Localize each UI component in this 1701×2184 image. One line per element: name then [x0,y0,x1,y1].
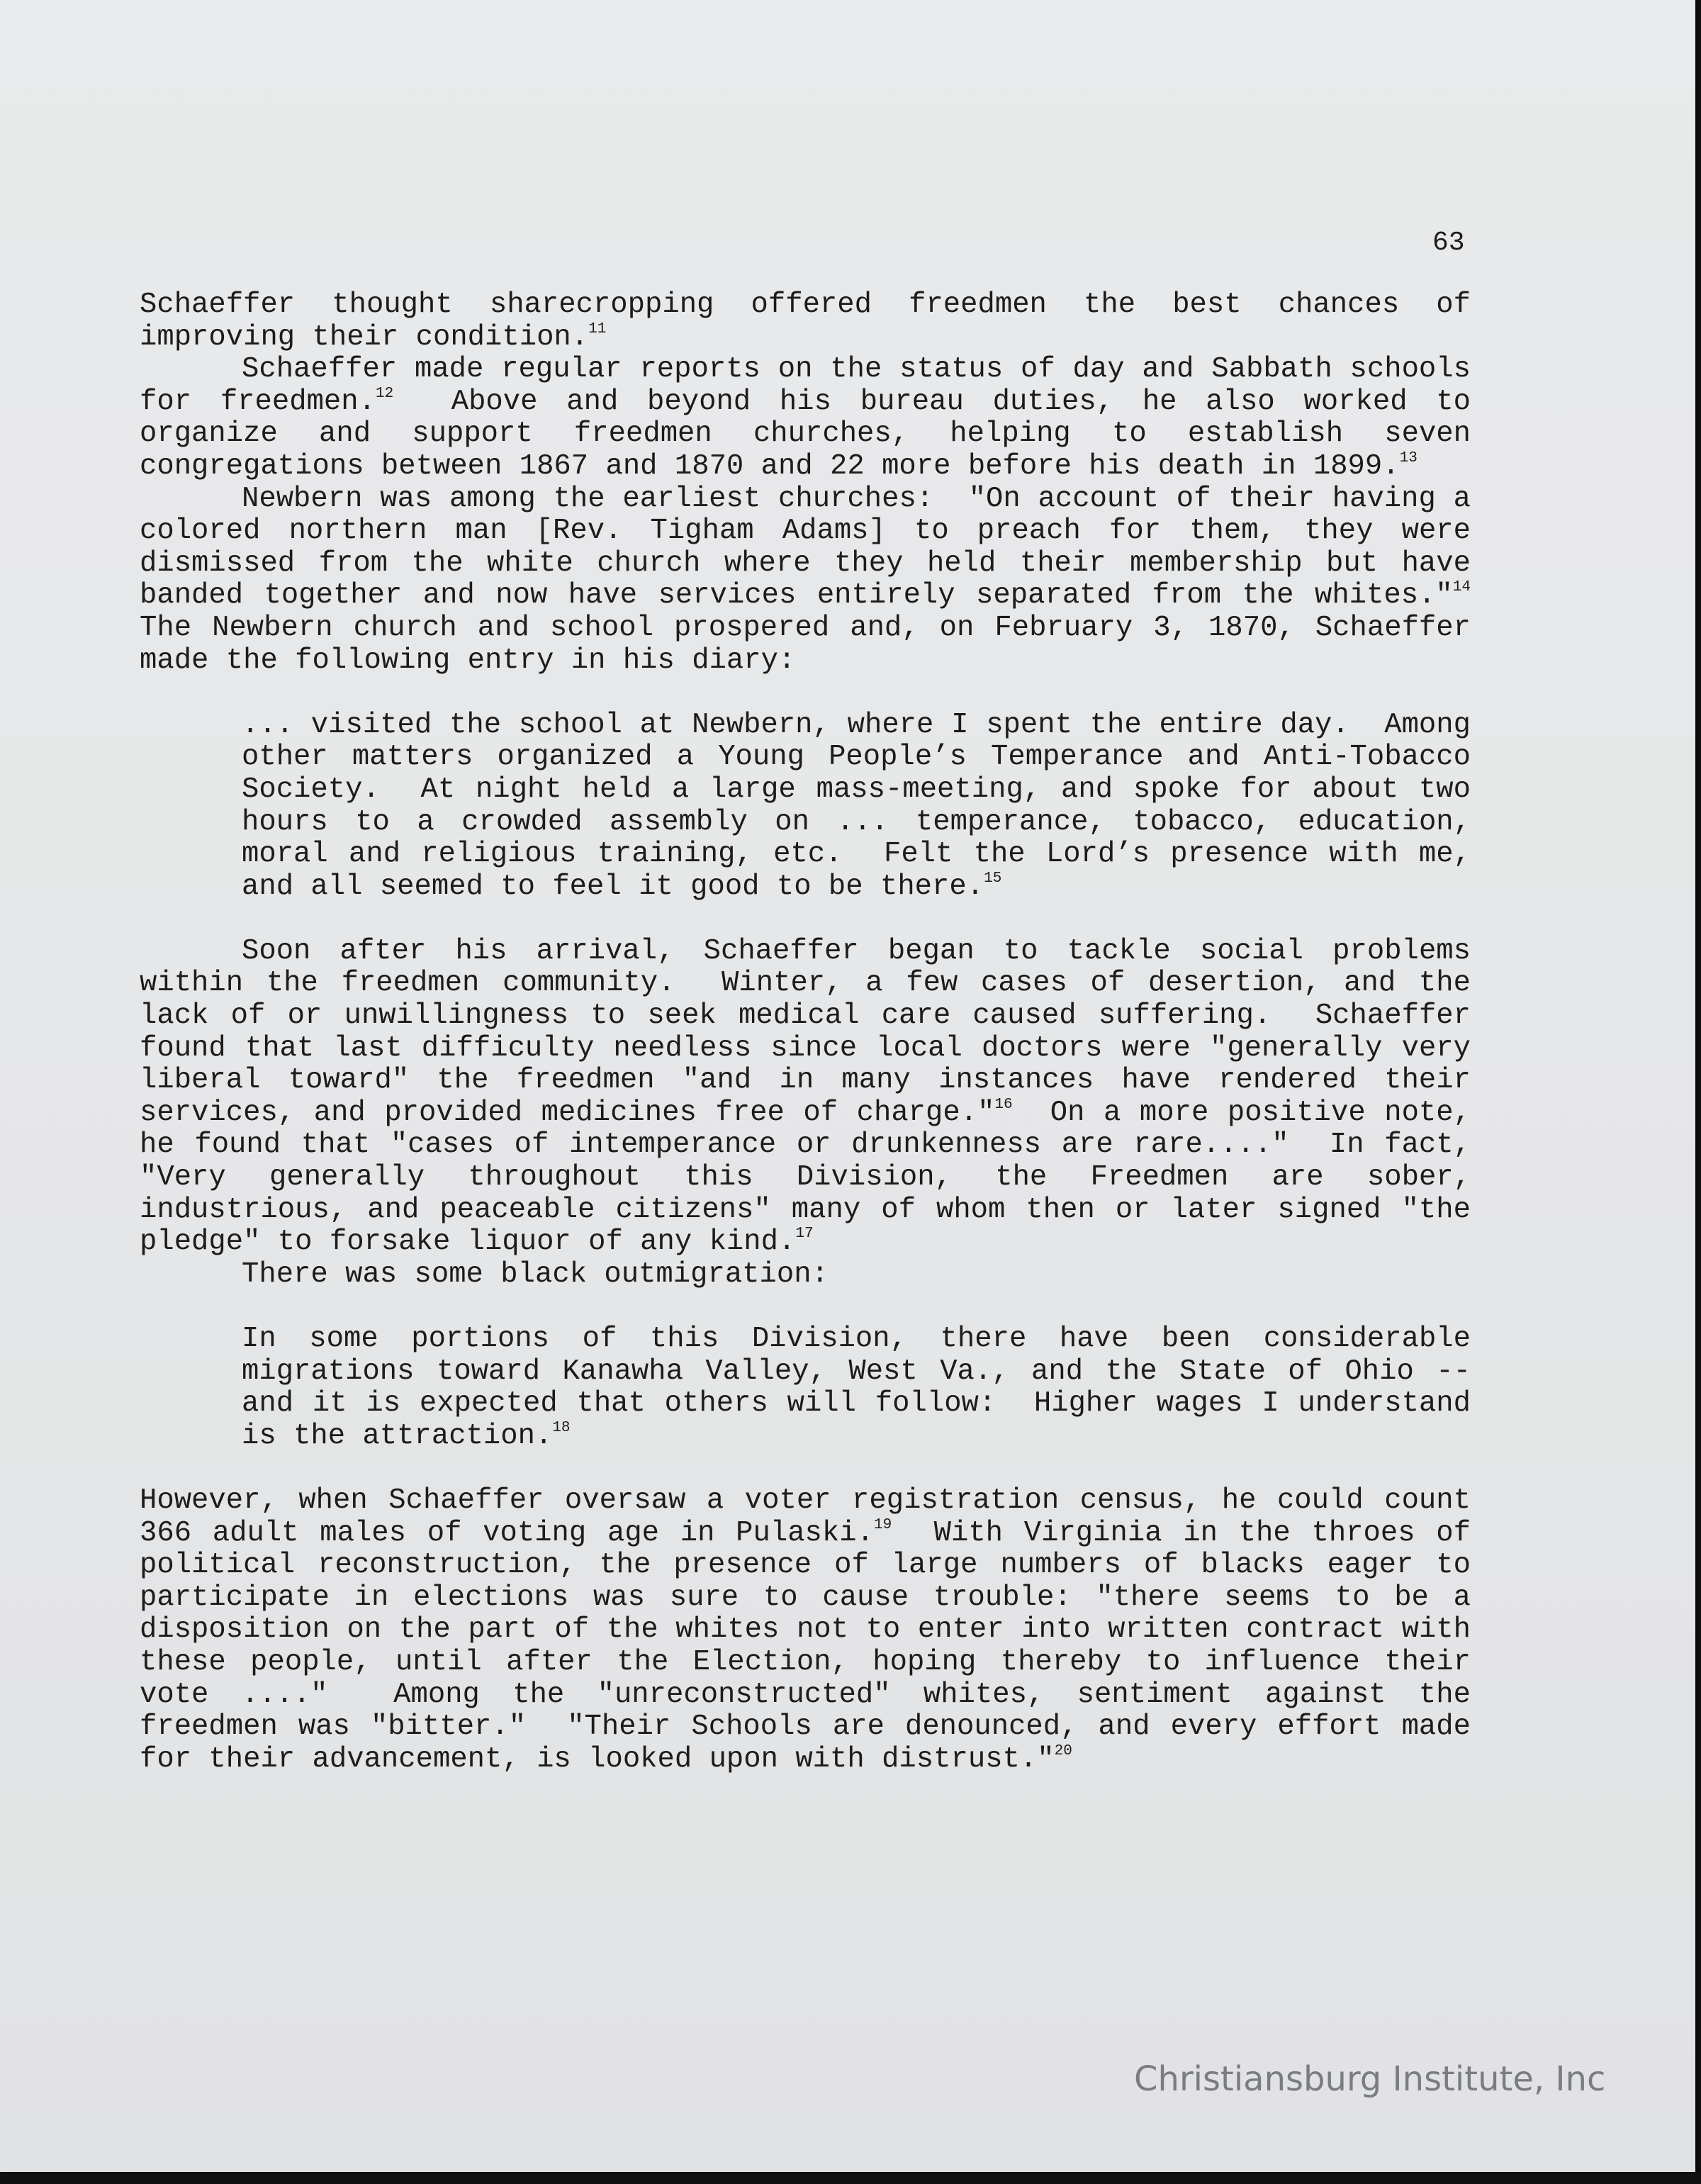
paragraph-4 [140,934,1488,1259]
footnote-ref: 11 [588,320,607,337]
paragraph-text: Schaeffer thought sharecropping offered freedmen the best chances of improving their condition. [140,289,1471,354]
footnote-ref: 18 [552,1419,571,1436]
paragraph-6 [140,1484,1488,1776]
paragraph-text: With Virginia in the throes of political reconstruction, the presence of large numbers of blacks eager to participate in elections was sure to cause trouble: "there seems to be a disposition on the part of the whites not to enter into written contract with these people, until after the Election, hoping thereby to influence their vote ...." Among the "unreconstructed" whites, sentiment against the freedmen was "bitter." "Their Schools are denounced, and every effort made for their advancement, is looked upon with distrust." [140,1516,1488,1776]
paragraph-text: The Newbern church and school prospered and, on February 3, 1870, Schaeffer made the following entry in his diary: [140,579,1505,677]
footnote-ref: 19 [873,1516,892,1533]
block-quote-diary [242,708,1488,904]
paragraph-text: There was some black outmigration: [242,1258,829,1291]
quote-text: ... visited the school at Newbern, where I spent the entire day. Among other matters organized a Young People’s Temperance and Anti-Tobacco Society. At night held a large mass-meeting, and spoke for about two hours to a crowded assembly on ... temperance, tobacco, education, moral and religious training, etc. Felt the Lord’s presence with me, and all seemed to feel it good to be there. [242,708,1488,903]
footnote-ref: 15 [984,870,1002,887]
paragraph-text: Newbern was among the earliest churches: "On account of their having a colored northern man [Rev. Tigham Adams] to preach for them, they were dismissed from the white church where they held their membership but have banded together and now have services entirely separated from the whites." [140,482,1488,612]
paragraph-text: However, when Schaeffer oversaw a voter registration census, he could count 366 adult males of voting age in Pulaski. [140,1484,1471,1550]
paragraph-3 [140,482,1505,678]
footnote-ref: 17 [795,1226,814,1243]
footnote-ref: 20 [1054,1742,1072,1759]
footnote-ref: 12 [375,385,394,402]
footnote-ref: 16 [994,1096,1013,1113]
body-text [140,289,1505,1776]
footnote-ref: 14 [1452,579,1471,596]
footnote-ref: 13 [1399,449,1418,466]
block-quote-migration [242,1323,1488,1452]
paragraph-5 [140,1259,1471,1292]
paragraph-text: Above and beyond his bureau duties, he also worked to organize and support freedmen churches, helping to establish seven congregations between 1867 and 1870 and 22 more before his death in 1899. [140,385,1488,483]
paragraph-text: Schaeffer made regular reports on the status of day and Sabbath schools for freedmen. [140,353,1471,418]
page-number: 63 [1432,228,1465,258]
paragraph-text: Soon after his arrival, Schaeffer began to tackle social problems within the freedmen community. Winter, a few cases of desertion, and the lack of or unwillingness to seek medical care caused suffering. Schaeffer found that last difficulty needless since local doctors were "generally very liberal toward" the freedmen "and in many instances have rendered their services, and provided medicines free of charge." [140,934,1488,1129]
paragraph-1 [140,289,1471,354]
quote-text: In some portions of this Division, there have been considerable migrations toward Kanawha Valley, West Va., and the State of Ohio -- and it is expected that others will follow: Higher wages I understand is the attraction. [242,1323,1488,1452]
paragraph-text: On a more positive note, he found that "cases of intemperance or drunkenness are rare...." In fact, "Very generally throughout this Division, the Freedmen are sober, industrious, and peaceable citizens" many of whom then or later signed "the pledge" to forsake liquor of any kind. [140,1096,1488,1259]
watermark: Christiansburg Institute, Inc [1134,2059,1606,2099]
paragraph-2 [140,353,1488,483]
